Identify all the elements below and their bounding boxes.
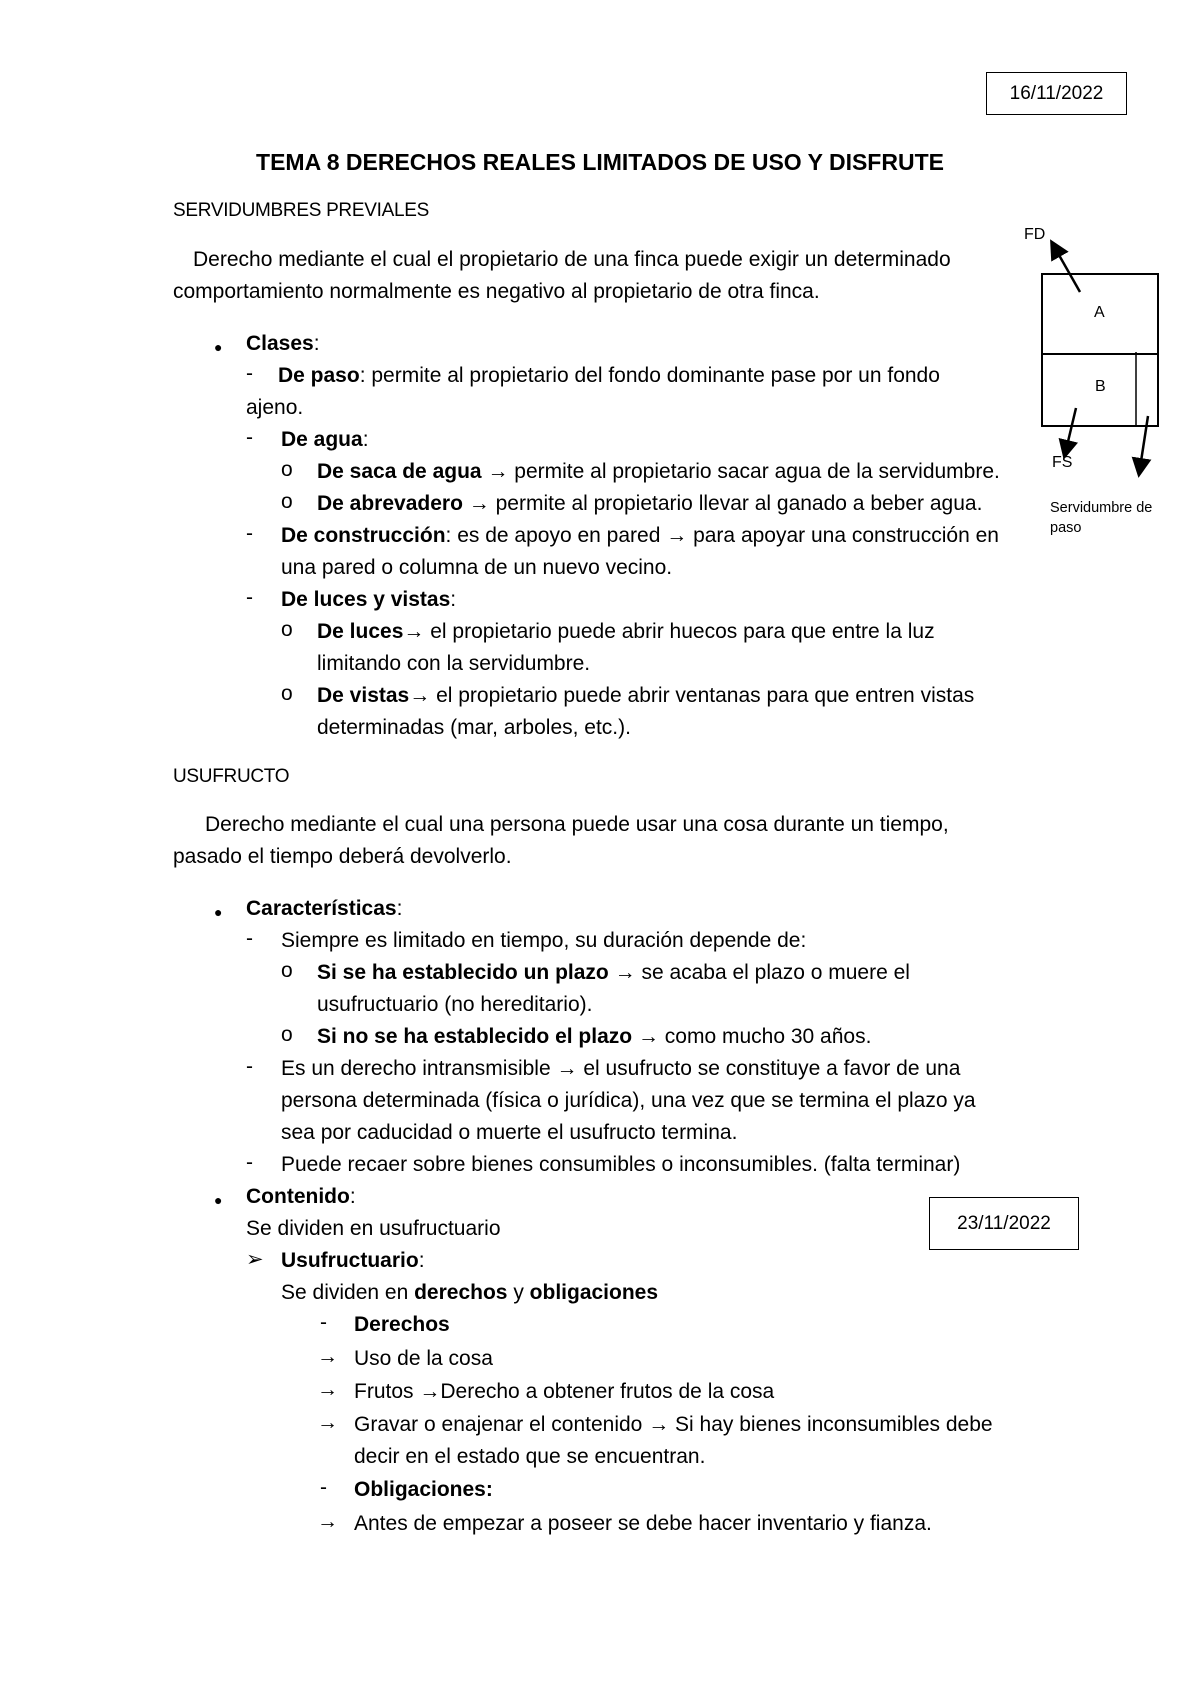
definition-line-2: comportamiento normalmente es negativo al propietario de otra finca. [173, 280, 820, 303]
frutos-item: Frutos →Derecho a obtener frutos de la cosa [354, 1380, 775, 1403]
obligaciones-item: Obligaciones: [354, 1478, 493, 1501]
abrevadero-item: De abrevadero → permite al propietario llevar al ganado a beber agua. [317, 492, 983, 515]
bullet-icon: ● [214, 1192, 223, 1208]
caracteristicas-item: Características: [246, 897, 403, 920]
usufructuario-text: Se dividen en derechos y obligaciones [281, 1281, 659, 1304]
arrow-fs-right [1140, 416, 1148, 468]
circle-marker: o [281, 959, 293, 982]
dash-marker: - [246, 426, 253, 449]
arrow-icon: → [648, 1413, 670, 1436]
construccion-item-line-2: una pared o columna de un nuevo vecino. [281, 556, 673, 579]
clases-item: Clases: [246, 332, 320, 355]
dash-marker: - [246, 362, 253, 385]
limitado-item: Siempre es limitado en tiempo, su duración depende de: [281, 929, 807, 952]
circle-marker: o [281, 458, 293, 481]
date-2: 23/11/2022 [957, 1212, 1051, 1234]
plazo-item: Si se ha establecido un plazo → se acaba el plazo o muere el [317, 961, 910, 984]
no-plazo-item: Si no se ha establecido el plazo → como mucho 30 años. [317, 1025, 872, 1048]
arrow-icon: → [666, 524, 688, 547]
arrow-icon: → [468, 492, 490, 515]
date-box-2 [929, 1197, 1079, 1250]
bullet-icon: ● [214, 339, 223, 355]
circle-marker: o [281, 490, 293, 513]
date-box-1 [986, 72, 1127, 115]
label-a: A [1094, 304, 1105, 321]
dash-marker: - [246, 522, 253, 545]
circle-marker: o [281, 618, 293, 641]
arrow-icon: → [487, 460, 509, 483]
gravar-item-line-2: decir en el estado que se encuentran. [354, 1445, 706, 1468]
inventario-item: Antes de empezar a poseer se debe hacer inventario y fianza. [354, 1512, 932, 1535]
circle-marker: o [281, 682, 293, 705]
arrow-icon: → [614, 961, 636, 984]
contenido-item: Contenido: [246, 1185, 356, 1208]
paso-item-line-2: ajeno. [246, 396, 304, 419]
luces-item-line-2: limitando con la servidumbre. [317, 652, 591, 675]
label-fd: FD [1024, 226, 1046, 243]
derechos-item: Derechos [354, 1313, 450, 1336]
gravar-item: Gravar o enajenar el contenido → Si hay bienes inconsumibles debe [354, 1413, 993, 1436]
bullet-icon: ● [214, 904, 223, 920]
arrow-bullet-icon: → [317, 1411, 338, 1434]
diagram-caption-line-2: paso [1050, 520, 1082, 536]
label-b: B [1095, 378, 1106, 395]
usufructuario-item: Usufructuario: [281, 1249, 425, 1272]
date-1: 16/11/2022 [1009, 82, 1104, 104]
luces-item: De luces→ el propietario puede abrir huecos para que entre la luz [317, 620, 935, 643]
vistas-item: De vistas→ el propietario puede abrir ventanas para que entren vistas [317, 684, 975, 707]
arrowhead-bullet-icon: ➢ [246, 1248, 264, 1271]
arrow-icon: → [556, 1057, 578, 1080]
arrow-icon: → [419, 1380, 441, 1403]
dash-marker: - [246, 1151, 253, 1174]
vistas-item-line-2: determinadas (mar, arboles, etc.). [317, 716, 631, 739]
section-heading-usufructo: USUFRUCTO [173, 766, 290, 787]
label-fs: FS [1052, 454, 1073, 471]
recaer-item: Puede recaer sobre bienes consumibles o inconsumibles. (falta terminar) [281, 1153, 961, 1176]
usufructo-definition-line-2: pasado el tiempo deberá devolverlo. [173, 845, 512, 868]
saca-agua-item: De saca de agua → permite al propietario sacar agua de la servidumbre. [317, 460, 1000, 483]
paso-item: De paso: permite al propietario del fondo dominante pase por un fondo [278, 364, 940, 387]
section-heading-servidumbres: SERVIDUMBRES PREVIALES [173, 200, 429, 221]
diagram-caption-line-1: Servidumbre de [1050, 500, 1153, 516]
arrow-bullet-icon: → [317, 1345, 338, 1368]
dash-marker: - [320, 1476, 327, 1499]
arrow-fs-left [1066, 408, 1076, 450]
servidumbre-diagram [1010, 220, 1200, 550]
agua-item: De agua: [281, 428, 369, 451]
arrow-icon: → [409, 684, 431, 707]
arrow-icon: → [403, 620, 425, 643]
intransmisible-line-2: persona determinada (física o jurídica), una vez que se termina el plazo ya [281, 1089, 976, 1112]
luces-vistas-item: De luces y vistas: [281, 588, 457, 611]
dash-marker: - [246, 586, 253, 609]
arrow-fd [1055, 248, 1080, 292]
intransmisible-line-3: sea por caducidad o muerte el usufructo termina. [281, 1121, 738, 1144]
intransmisible-item: Es un derecho intransmisible → el usufructo se constituye a favor de una [281, 1057, 961, 1080]
construccion-item: De construcción: es de apoyo en pared → para apoyar una construcción en [281, 524, 999, 547]
dash-marker: - [246, 1055, 253, 1078]
arrow-bullet-icon: → [317, 1510, 338, 1533]
plazo-item-line-2: usufructuario (no hereditario). [317, 993, 593, 1016]
contenido-text: Se dividen en usufructuario [246, 1217, 501, 1240]
circle-marker: o [281, 1023, 293, 1046]
usufructo-definition-line-1: Derecho mediante el cual una persona puede usar una cosa durante un tiempo, [205, 813, 949, 836]
arrow-icon: → [637, 1025, 659, 1048]
uso-item: Uso de la cosa [354, 1347, 493, 1370]
arrow-bullet-icon: → [317, 1378, 338, 1401]
dash-marker: - [320, 1311, 327, 1334]
page-title: TEMA 8 DERECHOS REALES LIMITADOS DE USO Y DISFRUTE [256, 149, 944, 175]
definition-line-1: Derecho mediante el cual el propietario de una finca puede exigir un determinado [193, 248, 951, 271]
dash-marker: - [246, 927, 253, 950]
